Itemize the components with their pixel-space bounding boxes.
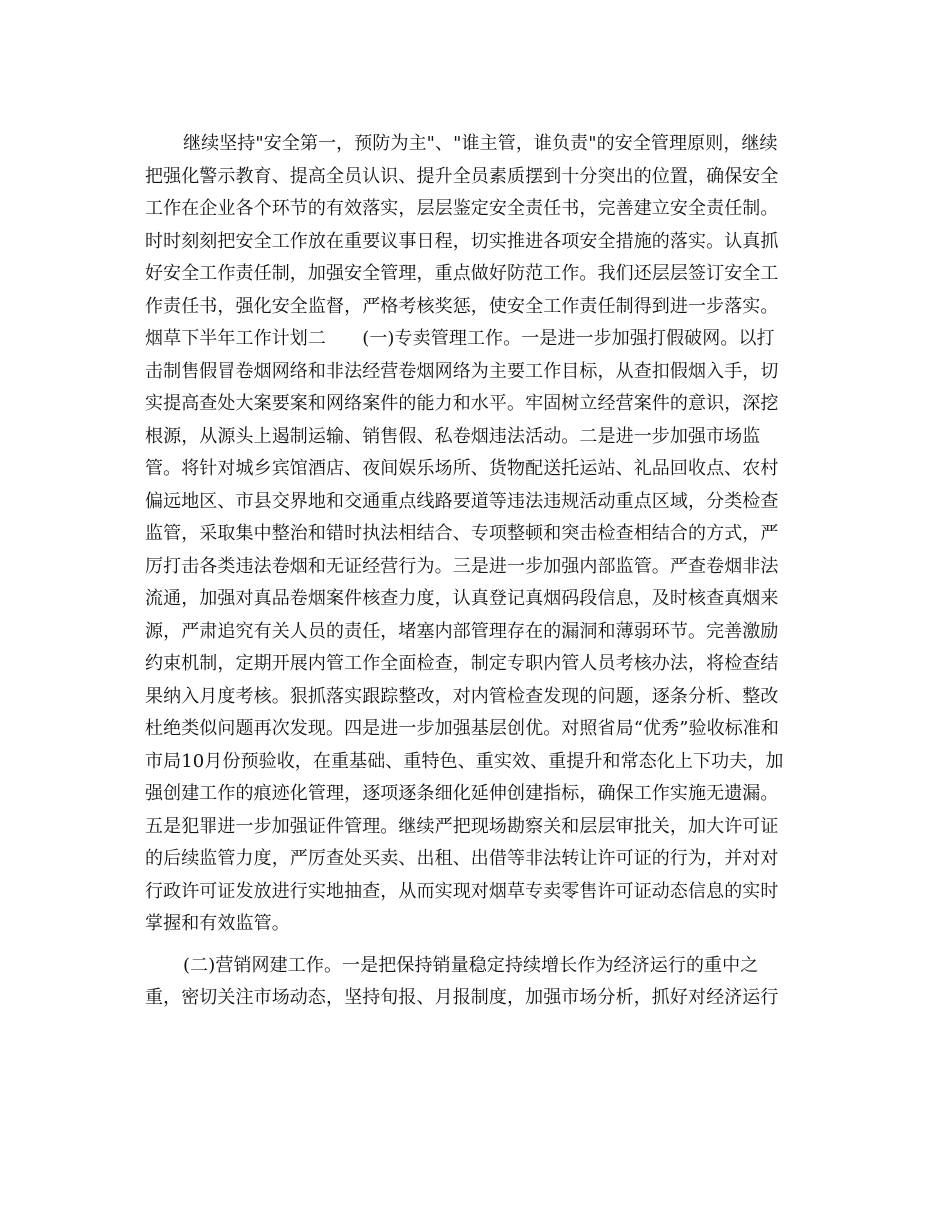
text-line: 实提高查处大案要案和网络案件的能力和水平。牢固树立经营案件的意识，深挖 (145, 393, 779, 414)
text-line: 果纳入月度考核。狠抓落实跟踪整改，对内管检查发现的问题，逐条分析、整改 (145, 685, 779, 707)
text-line: 杜绝类似问题再次发现。四是进一步加强基层创优。对照省局“优秀”验收标准和 (145, 718, 780, 739)
text-line: 根源，从源头上遏制运输、销售假、私卷烟违法活动。二是进一步加强市场监 (145, 425, 761, 447)
text-line: 好安全工作责任制，加强安全管理，重点做好防范工作。我们还层层签订安全工 (145, 263, 779, 284)
text-line: 强创建工作的痕迹化管理，逐项逐条细化延伸创建指标，确保工作实施无遗漏。 (145, 783, 779, 804)
text-line: (二)营销网建工作。一是把保持销量稳定持续增长作为经济运行的重中之 (183, 954, 759, 976)
text-line: 偏远地区、市县交界地和交通重点线路要道等违法违规活动重点区域，分类检查 (145, 490, 779, 512)
text-line: 工作在企业各个环节的有效落实，层层鉴定安全责任书，完善建立安全责任制。 (145, 198, 779, 219)
text-line: 监管，采取集中整治和错时执法相结合、专项整顿和突击检查相结合的方式，严 (145, 523, 779, 544)
paragraph-2 (145, 950, 805, 1015)
text-line: 约束机制，定期开展内管工作全面检查，制定专职内管人员考核办法，将检查结 (145, 653, 779, 674)
text-line: 把强化警示教育、提高全员认识、提升全员素质摆到十分突出的位置，确保安全 (145, 165, 779, 187)
text-line: 行政许可证发放进行实地抽查，从而实现对烟草专卖零售许可证动态信息的实时 (145, 880, 779, 902)
text-line: 流通，加强对真品卷烟案件核查力度，认真登记真烟码段信息，及时核查真烟来 (145, 588, 779, 609)
text-line: 管。将针对城乡宾馆酒店、夜间娱乐场所、货物配送托运站、礼品回收点、农村 (145, 458, 779, 479)
text-line: 掌握和有效监管。 (145, 913, 290, 934)
text-line: 五是犯罪进一步加强证件管理。继续严把现场勘察关和层层审批关，加大许可证 (145, 815, 779, 837)
text-line: 重，密切关注市场动态，坚持旬报、月报制度，加强市场分析，抓好对经济运行 (145, 987, 779, 1008)
text-line: 厉打击各类违法卷烟和无证经营行为。三是进一步加强内部监管。严查卷烟非法 (145, 555, 779, 577)
text-line: 的后续监管力度，严厉查处买卖、出租、出借等非法转让许可证的行为，并对对 (145, 848, 779, 869)
text-line: 作责任书，强化安全监督，严格考核奖惩，使安全工作责任制得到进一步落实。 (145, 295, 779, 317)
document-body (145, 128, 805, 1015)
text-line: 烟草下半年工作计划二 (一)专卖管理工作。一是进一步加强打假破网。以打 (145, 328, 775, 349)
paragraph-1 (145, 128, 805, 941)
text-line: 时时刻刻把安全工作放在重要议事日程，切实推进各项安全措施的落实。认真抓 (145, 230, 779, 252)
text-line: 源，严肃追究有关人员的责任，堵塞内部管理存在的漏洞和薄弱环节。完善激励 (145, 620, 779, 642)
text-line: 继续坚持"安全第一，预防为主"、"谁主管，谁负责"的安全管理原则，继续 (183, 133, 778, 154)
paragraph-spacing (145, 941, 805, 950)
text-line: 市局10月份预验收，在重基础、重特色、重实效、重提升和常态化上下功夫，加 (145, 750, 784, 772)
text-line: 击制售假冒卷烟网络和非法经营卷烟网络为主要工作目标，从查扣假烟入手，切 (145, 360, 779, 382)
